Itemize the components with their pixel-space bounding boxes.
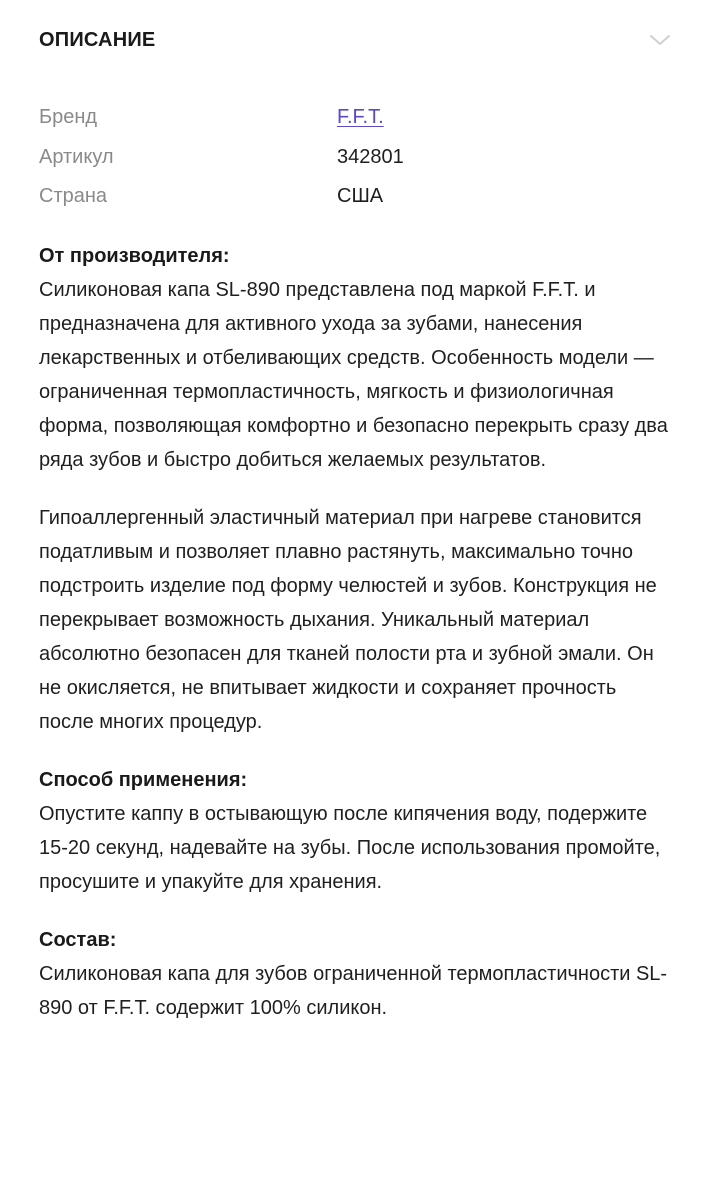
spec-value: 342801 (337, 145, 404, 168)
section-title: ОПИСАНИЕ (39, 28, 156, 51)
spec-label: Бренд (39, 106, 98, 129)
paragraph-gap (39, 899, 670, 923)
composition-heading: Состав: (39, 928, 117, 951)
manufacturer-heading: От производителя: (39, 244, 230, 267)
spec-label: Артикул (39, 145, 114, 168)
usage-paragraph: Опустите каппу в остывающую после кипячения воду, подержите 15-20 секунд, надевайте на зубы. После использования промойте, просушите и упакуйте для хранения. (39, 802, 661, 893)
paragraph-gap (39, 739, 670, 763)
composition-paragraph: Силиконовая капа для зубов ограниченной термопластичности SL-890 от F.F.T. содержит 100% силикон. (39, 962, 668, 1019)
manufacturer-paragraph-2: Гипоаллергенный эластичный материал при нагреве становится податливым и позволяет плавно растянуть, максимально точно подстроить изделие под форму челюстей и зубов. Конструкция не перекрывает возможность дыхания. Уникальный материал абсолютно безопасен для тканей полости рта и зубной эмали. Он не окисляется, не впитывает жидкости и сохраняет прочность после многих процедур. (39, 506, 657, 733)
spec-row-article (39, 138, 670, 178)
brand-link[interactable]: F.F.T. (337, 106, 384, 129)
spec-label: Страна (39, 185, 108, 208)
paragraph-gap (39, 477, 670, 501)
usage-heading: Способ применения: (39, 768, 248, 791)
description-section-header[interactable] (39, 0, 670, 80)
chevron-down-icon[interactable] (648, 28, 672, 52)
specs-table (39, 98, 670, 217)
spec-value: США (337, 185, 384, 208)
description-text (39, 239, 670, 1025)
manufacturer-paragraph-1: Силиконовая капа SL-890 представлена под маркой F.F.T. и предназначена для активного ухода за зубами, нанесения лекарственных и отбеливающих средств. Особенность модели — ограниченная термопластичность, мягкость и физиологичная форма, позволяющая комфортно и безопасно перекрыть сразу два ряда зубов и быстро добиться желаемых результатов. (39, 278, 668, 471)
spec-value (337, 106, 384, 129)
spec-row-country (39, 177, 670, 217)
spec-row-brand (39, 98, 670, 138)
